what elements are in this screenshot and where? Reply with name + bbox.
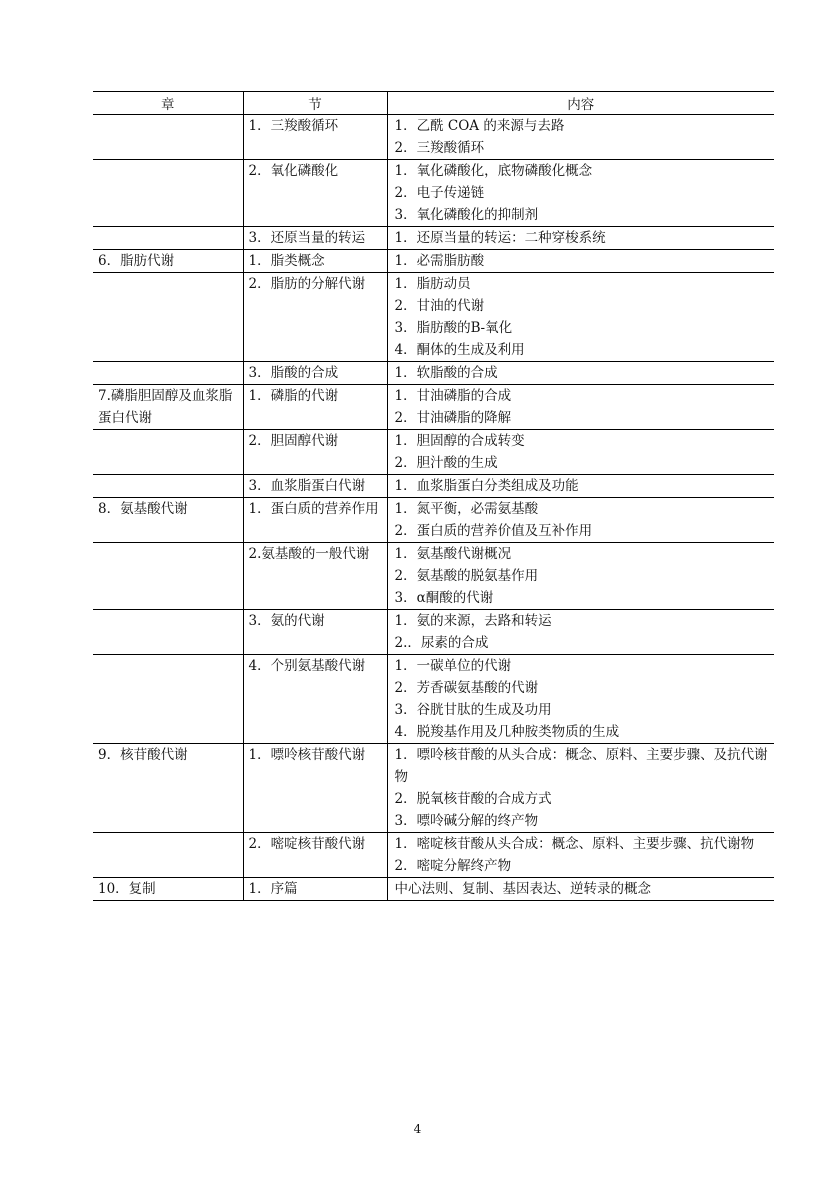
section-cell: 3．血浆脂蛋白代谢 (243, 475, 387, 498)
section-cell: 1．三羧酸循环 (243, 115, 387, 160)
header-chapter: 章 (93, 92, 243, 115)
section-cell: 2．脂肪的分解代谢 (243, 273, 387, 362)
content-cell (387, 273, 774, 362)
section-cell: 4．个别氨基酸代谢 (243, 655, 387, 744)
header-row (93, 92, 774, 115)
chapter-cell (93, 610, 243, 655)
content-cell (387, 160, 774, 227)
table-row (93, 833, 774, 878)
page-number: 4 (413, 1122, 422, 1136)
section-cell: 2.氨基酸的一般代谢 (243, 543, 387, 610)
section-cell: 1．脂类概念 (243, 250, 387, 273)
content-item: 2．电子传递链 (394, 185, 485, 201)
content-item: 1．一碳单位的代谢 (394, 658, 512, 674)
content-cell (387, 655, 774, 744)
content-item: 1．氨基酸代谢概况 (394, 546, 512, 562)
section-cell: 3．还原当量的转运 (243, 227, 387, 250)
table-row (93, 744, 774, 833)
table-row (93, 160, 774, 227)
content-cell (387, 543, 774, 610)
content-item: 1．嘌呤核苷酸的从头合成：概念、原料、主要步骤、及抗代谢物 (394, 747, 768, 785)
content-item: 1．还原当量的转运：二种穿梭系统 (394, 230, 606, 246)
section-cell: 2．氧化磷酸化 (243, 160, 387, 227)
table-row (93, 115, 774, 160)
header-content: 内容 (387, 92, 774, 115)
content-item: 2.．尿素的合成 (394, 635, 489, 651)
section-cell: 3．脂酸的合成 (243, 362, 387, 385)
content-item: 2．芳香碳氨基酸的代谢 (394, 680, 539, 696)
content-cell (387, 362, 774, 385)
content-item: 1．甘油磷脂的合成 (394, 388, 512, 404)
table-row (93, 655, 774, 744)
section-cell: 1．蛋白质的营养作用 (243, 498, 387, 543)
content-item: 2．胆汁酸的生成 (394, 455, 498, 471)
content-cell (387, 430, 774, 475)
content-item: 3．谷胱甘肽的生成及功用 (394, 702, 552, 718)
chapter-cell (93, 430, 243, 475)
table-row (93, 227, 774, 250)
chapter-cell: 7.磷脂胆固醇及血浆脂蛋白代谢 (93, 385, 243, 430)
content-item: 4．酮体的生成及利用 (394, 342, 525, 358)
content-item: 1．乙酰 COA 的来源与去路 (394, 118, 565, 134)
chapter-cell: 6．脂肪代谢 (93, 250, 243, 273)
content-item: 2．蛋白质的营养价值及互补作用 (394, 523, 593, 539)
section-cell: 1．磷脂的代谢 (243, 385, 387, 430)
table-row (93, 273, 774, 362)
content-cell (387, 475, 774, 498)
content-cell (387, 250, 774, 273)
content-item: 3．脂肪酸的Β-氧化 (394, 320, 513, 336)
content-item: 3．α酮酸的代谢 (394, 590, 494, 606)
chapter-cell (93, 115, 243, 160)
syllabus-table (93, 91, 774, 901)
chapter-cell (93, 833, 243, 878)
content-item: 2．三羧酸循环 (394, 140, 485, 156)
chapter-cell (93, 543, 243, 610)
table-row (93, 543, 774, 610)
content-item: 1．脂肪动员 (394, 276, 471, 292)
chapter-cell: 8．氨基酸代谢 (93, 498, 243, 543)
content-cell (387, 385, 774, 430)
content-item: 1．氨的来源，去路和转运 (394, 613, 552, 629)
content-item: 中心法则、复制、基因表达、逆转录的概念 (394, 881, 651, 897)
content-cell (387, 833, 774, 878)
content-item: 1．嘧啶核苷酸从头合成：概念、原料、主要步骤、抗代谢物 (394, 836, 755, 852)
content-item: 1．血浆脂蛋白分类组成及功能 (394, 478, 579, 494)
table-row (93, 878, 774, 901)
chapter-cell (93, 273, 243, 362)
section-cell: 2．嘧啶核苷酸代谢 (243, 833, 387, 878)
content-item: 2．脱氧核苷酸的合成方式 (394, 791, 552, 807)
section-cell: 1．序篇 (243, 878, 387, 901)
table-row (93, 385, 774, 430)
chapter-cell (93, 160, 243, 227)
content-item: 3．氧化磷酸化的抑制剂 (394, 207, 539, 223)
table-row (93, 475, 774, 498)
chapter-cell: 10．复制 (93, 878, 243, 901)
content-item: 1．氮平衡，必需氨基酸 (394, 501, 539, 517)
content-cell (387, 744, 774, 833)
content-cell (387, 227, 774, 250)
table-row (93, 430, 774, 475)
content-item: 3．嘌呤碱分解的终产物 (394, 813, 539, 829)
chapter-cell (93, 362, 243, 385)
chapter-cell (93, 655, 243, 744)
content-item: 1．软脂酸的合成 (394, 365, 498, 381)
section-cell: 2．胆固醇代谢 (243, 430, 387, 475)
content-cell (387, 878, 774, 901)
content-cell (387, 610, 774, 655)
content-cell (387, 115, 774, 160)
chapter-cell: 9．核苷酸代谢 (93, 744, 243, 833)
content-item: 1．必需脂肪酸 (394, 253, 485, 269)
content-item: 1．氧化磷酸化，底物磷酸化概念 (394, 163, 593, 179)
table-row (93, 498, 774, 543)
content-item: 4．脱羧基作用及几种胺类物质的生成 (394, 724, 620, 740)
chapter-cell (93, 227, 243, 250)
content-item: 2．嘧啶分解终产物 (394, 858, 512, 874)
content-item: 2．甘油磷脂的降解 (394, 410, 512, 426)
header-section: 节 (243, 92, 387, 115)
table-row (93, 610, 774, 655)
chapter-cell (93, 475, 243, 498)
content-item: 1．胆固醇的合成转变 (394, 433, 525, 449)
content-item: 2．甘油的代谢 (394, 298, 485, 314)
table-body (93, 115, 774, 901)
table-row (93, 362, 774, 385)
content-item: 2．氨基酸的脱氨基作用 (394, 568, 539, 584)
section-cell: 3．氨的代谢 (243, 610, 387, 655)
content-cell (387, 498, 774, 543)
section-cell: 1．嘌呤核苷酸代谢 (243, 744, 387, 833)
table-row (93, 250, 774, 273)
